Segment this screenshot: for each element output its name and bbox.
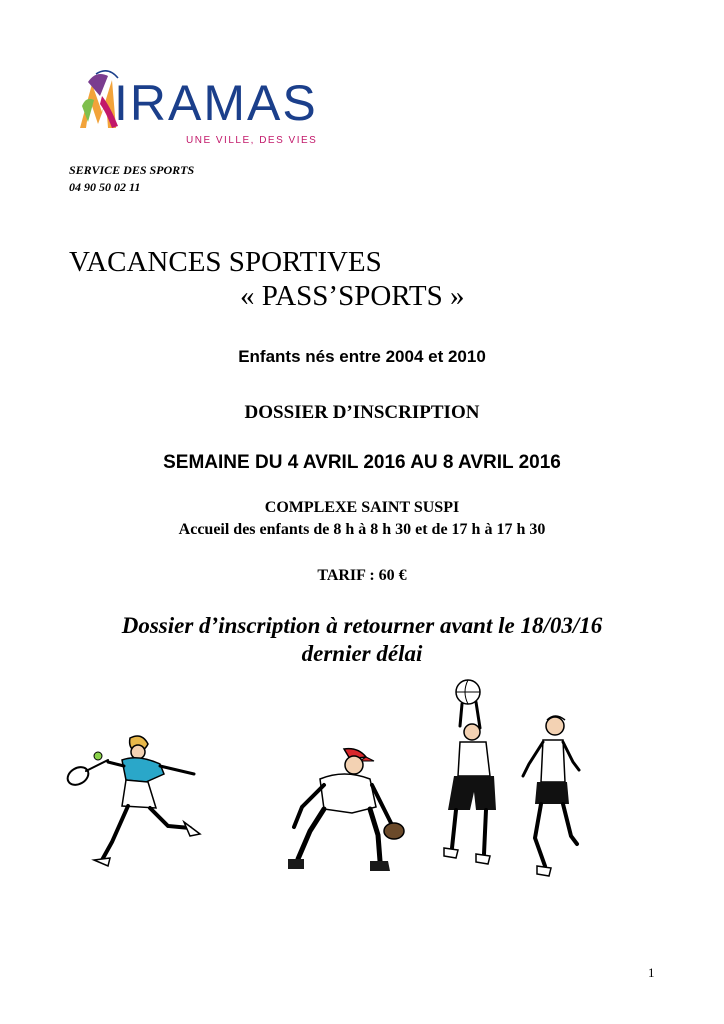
- eligibility-text: Enfants nés entre 2004 et 2010: [238, 347, 486, 366]
- service-name: SERVICE DES SPORTS: [69, 163, 195, 177]
- deadline-line2: dernier délai: [301, 641, 423, 666]
- price: TARIF : 60 €: [317, 567, 407, 584]
- venue-name: COMPLEXE SAINT SUSPI: [264, 499, 460, 516]
- week-dates: SEMAINE DU 4 AVRIL 2016 AU 8 AVRIL 2016: [163, 452, 561, 473]
- tennis-player-icon: [64, 730, 209, 880]
- page-number: 1: [648, 965, 655, 980]
- reception-hours: Accueil des enfants de 8 h à 8 h 30 et de 17 h à 17 h 30: [178, 521, 546, 538]
- main-title-line2: « PASS’SPORTS »: [240, 280, 465, 312]
- dossier-heading: DOSSIER D’INSCRIPTION: [244, 402, 480, 423]
- basketball-player-icon: [440, 678, 515, 883]
- logo-tagline: UNE VILLE, DES VIES: [186, 135, 318, 146]
- deadline-line1: Dossier d’inscription à retourner avant le 18/03/16: [121, 613, 603, 638]
- baseball-player-icon: [280, 745, 410, 880]
- miramas-logo: [78, 66, 318, 150]
- main-title-line1: VACANCES SPORTIVES: [69, 246, 382, 278]
- runner-icon: [515, 712, 585, 882]
- logo-wordmark: IRAMAS: [114, 75, 318, 131]
- service-phone: 04 90 50 02 11: [69, 180, 141, 194]
